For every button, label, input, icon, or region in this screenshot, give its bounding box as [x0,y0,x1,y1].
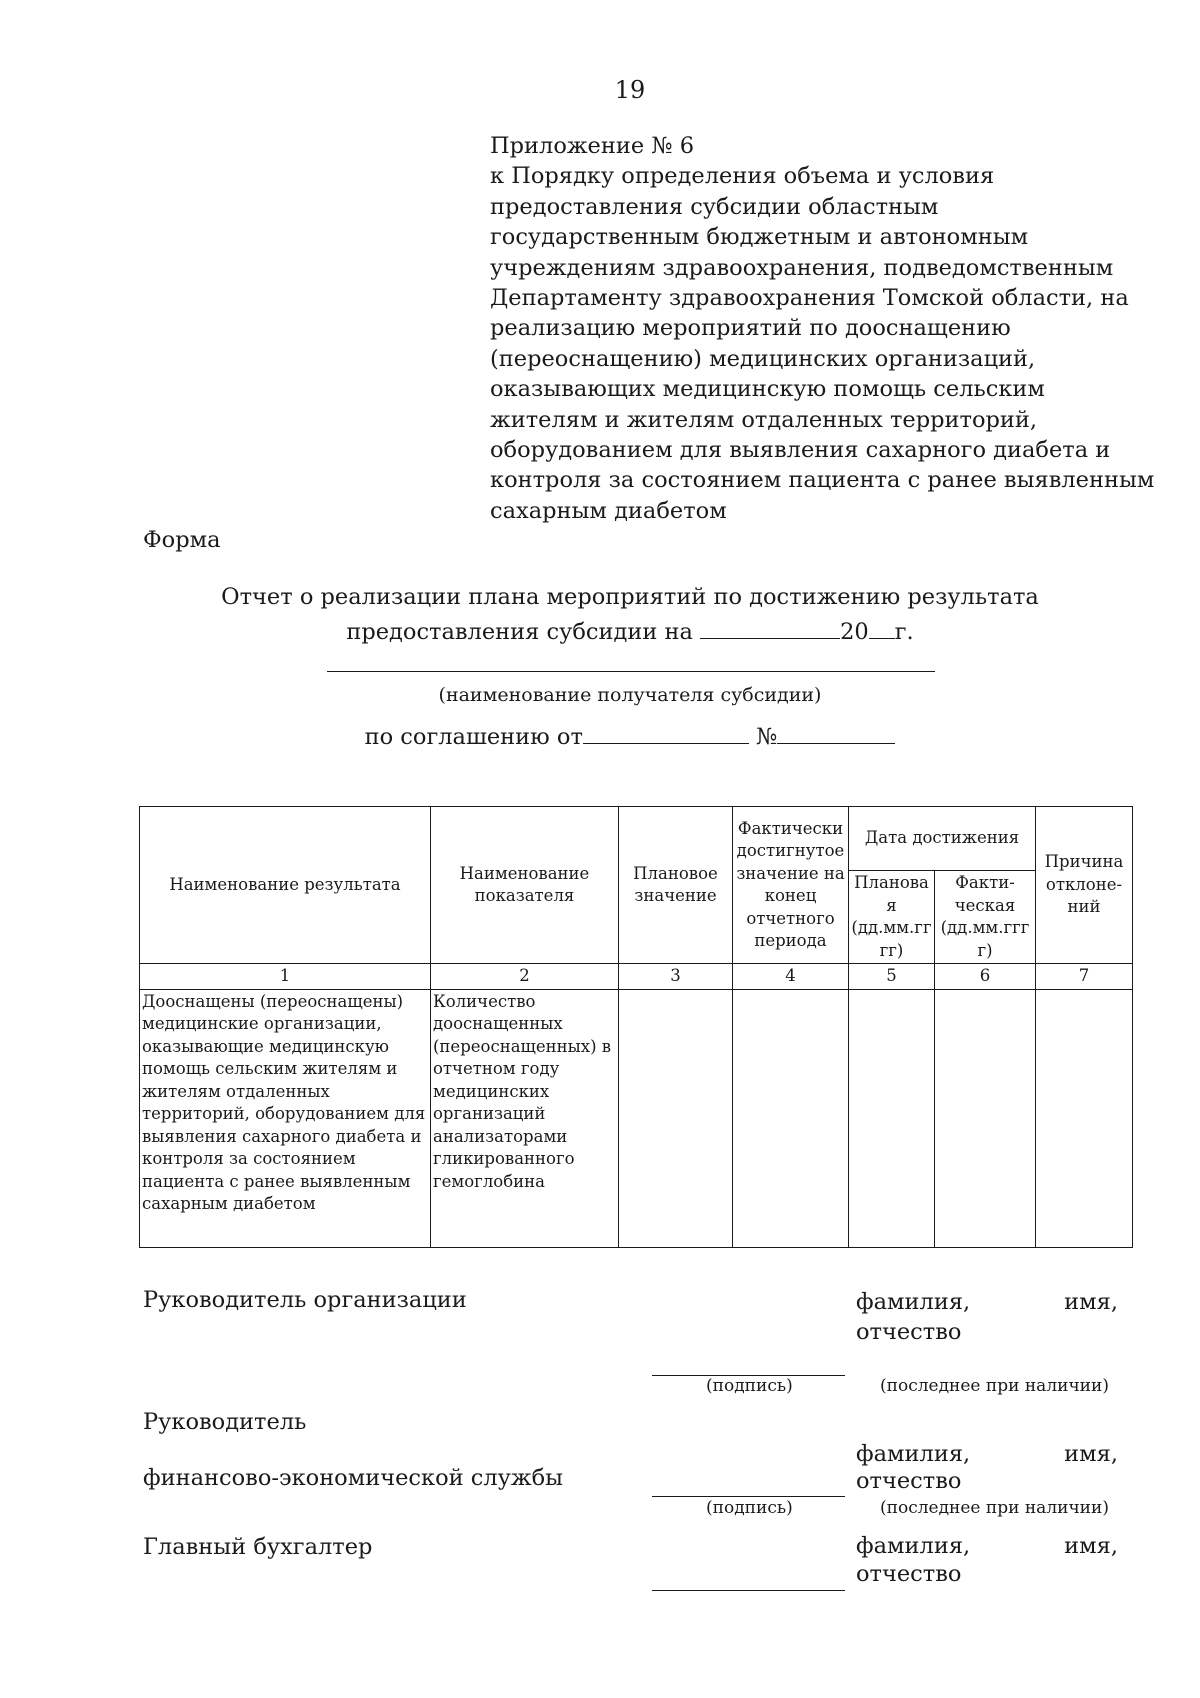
cell-result: Дооснащены (переоснащены) медицинские организации, оказывающие медицинскую помощь сельским жителям и жителям отдаленных территорий, оборудованием для выявления сахарного диабета и контроля за состоянием пациента с ранее выявленным сахарным диабетом [140,989,431,1248]
fio-word: отчество [856,1468,962,1494]
header-result-name: Наименование результата [140,807,431,964]
cell-actual-value[interactable] [733,989,849,1248]
appendix-line: к Порядку определения объема и условия [490,163,995,190]
cell-planned-value[interactable] [619,989,733,1248]
fio-word: имя, [1064,1533,1118,1559]
head-fio [856,1289,1118,1345]
report-table [139,806,1133,1248]
page-number: 19 [614,76,646,104]
appendix-line: Приложение № 6 [490,133,695,159]
fio-word: имя, [1064,1441,1118,1467]
agreement-date-blank[interactable] [583,719,749,744]
header-achievement-date: Дата достижения [849,807,1036,871]
agreement-number-blank[interactable] [777,719,895,744]
table-row [140,989,1133,1248]
report-year: 20 [840,619,869,645]
appendix-line: жителям и жителям отдаленных территорий, [490,406,1038,433]
patronymic-hint: (последнее при наличии) [880,1376,1109,1396]
header-actual-date: Факти- ческая (дд.мм.ггг г) [935,871,1036,964]
fio-word: отчество [856,1561,962,1587]
accountant-label: Главный бухгалтер [143,1534,373,1560]
appendix-line: государственным бюджетным и автономным [490,224,1029,251]
fin-head-signature-line[interactable] [652,1496,845,1497]
column-number: 5 [849,964,935,990]
report-title-prefix: предоставления субсидии на [346,619,693,645]
agreement-line [120,719,1140,754]
appendix-line: оказывающих медицинскую помощь сельским [490,376,1045,403]
header-indicator-name: Наименование показателя [431,807,619,964]
header-deviation-reason: Причина отклоне- ний [1036,807,1133,964]
report-title-suffix: г. [894,619,914,645]
appendix-line: контроля за состоянием пациента с ранее выявленным [490,467,1155,494]
appendix-line: Департаменту здравоохранения Томской области, на [490,285,1129,312]
year-blank[interactable] [869,614,895,639]
header-actual-value: Фактически достигнутое значение на конец отчетного периода [733,807,849,964]
header-planned-date: Планова я (дд.мм.гг гг) [849,871,935,964]
fin-head-fio [856,1441,1118,1494]
report-title-line2 [120,614,1140,649]
form-label: Форма [143,527,221,553]
column-number: 2 [431,964,619,990]
cell-planned-date[interactable] [849,989,935,1248]
column-number: 1 [140,964,431,990]
appendix-line: сахарным диабетом [490,497,727,524]
appendix-line: (переоснащению) медицинских организаций, [490,345,1036,372]
accountant-signature-line[interactable] [652,1590,845,1591]
recipient-line[interactable] [327,671,935,672]
appendix-header [490,131,1155,526]
appendix-line: реализацию мероприятий по дооснащению [490,315,1011,342]
fin-head-label-1: Руководитель [143,1409,307,1435]
cell-actual-date[interactable] [935,989,1036,1248]
appendix-line: предоставления субсидии областным [490,193,939,220]
agreement-prefix: по соглашению от [364,724,583,750]
header-planned-value: Плановое значение [619,807,733,964]
signature-hint: (подпись) [706,1376,793,1396]
agreement-number-sign: № [756,724,778,750]
fio-word: фамилия, [856,1533,971,1559]
head-label: Руководитель организации [143,1287,467,1313]
column-number: 3 [619,964,733,990]
fio-word: имя, [1064,1289,1118,1315]
report-title-line1: Отчет о реализации плана мероприятий по достижению результата [221,584,1039,610]
appendix-line: учреждениям здравоохранения, подведомственным [490,254,1114,281]
column-number: 4 [733,964,849,990]
period-blank[interactable] [700,614,840,639]
recipient-hint: (наименование получателя субсидии) [438,684,822,706]
accountant-fio [856,1533,1118,1587]
patronymic-hint: (последнее при наличии) [880,1498,1109,1518]
fio-word: фамилия, [856,1441,971,1467]
signature-hint: (подпись) [706,1498,793,1518]
cell-indicator: Количество дооснащенных (переоснащенных) в отчетном году медицинских организаций анализаторами гликированного гемоглобина [431,989,619,1248]
fio-word: отчество [856,1319,962,1345]
column-number: 7 [1036,964,1133,990]
column-number: 6 [935,964,1036,990]
fin-head-label-2: финансово-экономической службы [143,1465,564,1491]
cell-deviation-reason[interactable] [1036,989,1133,1248]
fio-word: фамилия, [856,1289,971,1315]
appendix-line: оборудованием для выявления сахарного диабета и [490,437,1111,464]
